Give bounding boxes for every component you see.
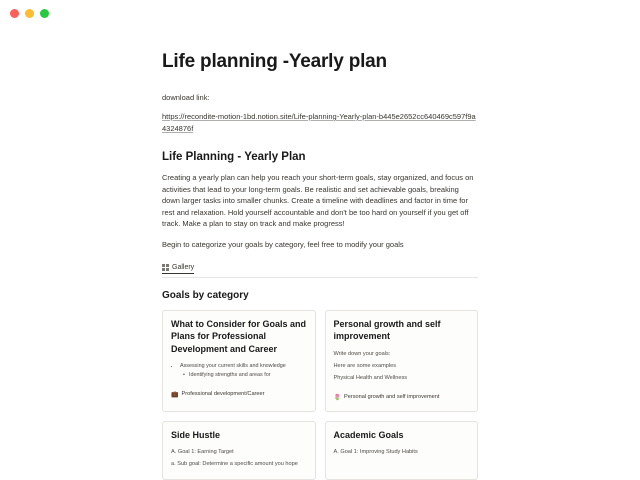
gallery-card[interactable] [325,421,479,480]
gallery-grid [162,310,478,480]
close-window-button[interactable] [10,9,19,18]
card-title: What to Consider for Goals and Plans for Professional Development and Career [171,318,307,354]
card-line: A. Goal 1: Earning Target [171,449,234,456]
card-bullet-list [171,362,307,380]
zoom-window-button[interactable] [40,9,49,18]
gallery-heading: Goals by category [162,289,249,301]
section-heading: Life Planning - Yearly Plan [162,151,306,163]
download-link[interactable]: https://recondite-motion-1bd.notion.site/Life-planning-Yearly-plan-b445e2652cc640469c597f9a4324876f [162,112,476,133]
page-title: Life planning -Yearly plan [162,51,387,72]
status-badge [334,394,440,401]
card-title: Side Hustle [171,429,221,440]
list-item: • Assessing your current skills and knowledge [180,362,307,370]
minimize-window-button[interactable] [25,9,34,18]
card-line: a. Sub goal: Determine a specific amount you hope [171,461,298,468]
card-line: Physical Health and Wellness [333,374,408,381]
gallery-card[interactable] [162,310,316,412]
briefcase-icon: 💼 [171,391,179,398]
document-page [0,26,640,468]
download-link-label: download link: [162,93,210,102]
list-item: • Identifying strengths and areas for [189,371,307,379]
gallery-grid-icon [162,264,169,271]
card-line: A. Goal 1: Improving Study Habits [333,449,418,456]
card-line: Write down your goals: [333,350,391,357]
window-titlebar [0,0,640,26]
status-badge-label: Personal growth and self improvement [343,394,440,401]
card-line: Here are some examples [333,362,396,369]
document-content [162,26,478,480]
gallery-card[interactable] [162,421,316,480]
status-badge [171,391,265,398]
tab-gallery-label: Gallery [172,264,195,272]
intro-paragraph: Creating a yearly plan can help you reach your short-term goals, stay organized, and focus on activities that lead to your long-term goals. Be realistic and set achievable goals, breaking down larger tasks into smaller chunks. Create a timeline with deadlines and factor in time for rest and relaxation. Hold yourself accountable and don't be too hard on yourself if you get off track. Make a plan to stay on track and make progress! [162,173,474,229]
traffic-light-buttons [10,9,49,18]
flower-icon: 🌷 [333,394,341,401]
gallery-card[interactable] [325,310,479,412]
tab-gallery[interactable] [162,264,194,274]
card-title: Academic Goals [333,429,404,440]
instruction-paragraph: Begin to categorize your goals by category, feel free to modify your goals [162,239,404,249]
card-title: Personal growth and self improvement [333,318,441,342]
status-badge-label: Professional development/Career [181,391,265,398]
database-view-bar [162,261,478,278]
